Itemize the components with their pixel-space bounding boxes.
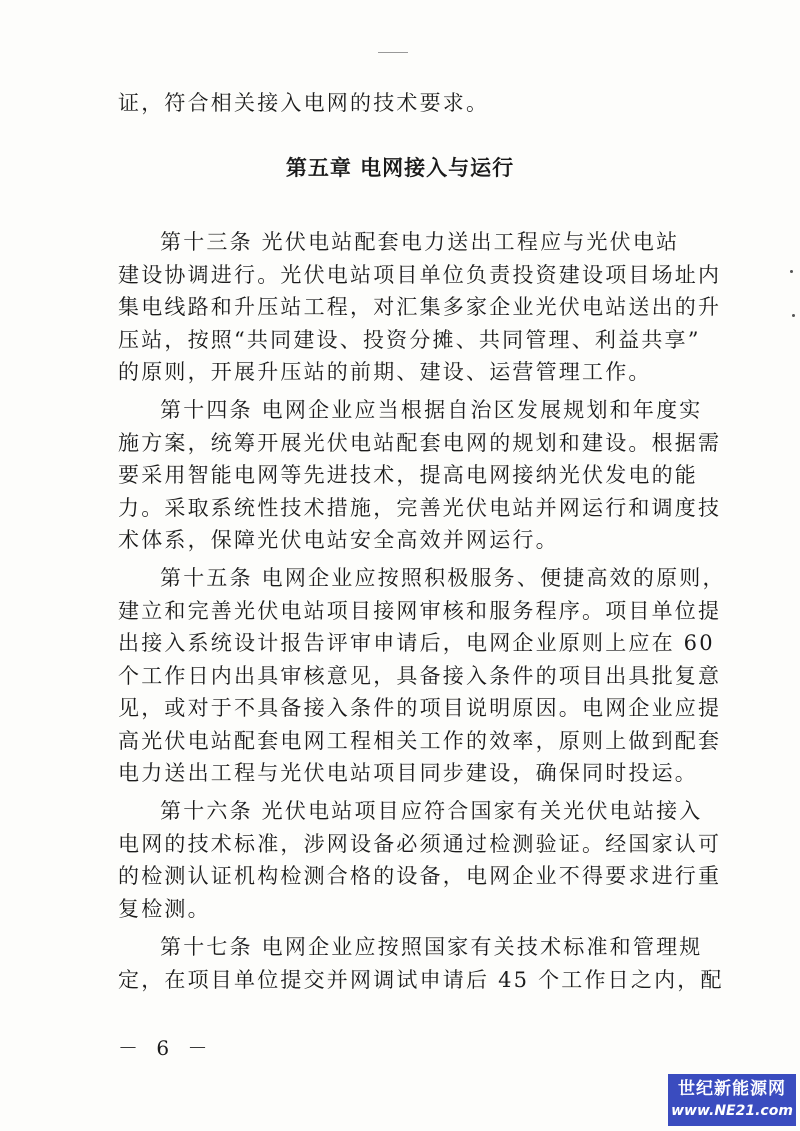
text-line: 证，符合相关接入电网的技术要求。 [118,91,490,115]
text-line: 个工作日内出具审核意见，具备接入条件的项目出具批复意 [118,664,722,688]
text-line: 第十六条 光伏电站项目应符合国家有关光伏电站接入 [160,799,703,823]
text-line: 要采用智能电网等先进技术，提高电网接纳光伏发电的能 [118,463,698,487]
text-line: 施方案，统筹开展光伏电站配套电网的规划和建设。根据需 [118,431,722,455]
text-line: 术体系，保障光伏电站安全高效并网运行。 [118,528,559,552]
text-line: 电网的技术标准，涉网设备必须通过检测验证。经国家认可 [118,832,722,856]
text-line: 建设协调进行。光伏电站项目单位负责投资建设项目场址内 [118,263,722,287]
text-line: 高光伏电站配套电网工程相关工作的效率，原则上做到配套 [118,729,722,753]
text-line: 的检测认证机构检测合格的设备，电网企业不得要求进行重 [118,864,722,888]
text-line: 复检测。 [118,897,211,921]
site-watermark [668,1074,796,1126]
chapter-title: 第五章 电网接入与运行 [285,155,515,180]
text-line: 第十三条 光伏电站配套电力送出工程应与光伏电站 [160,230,680,254]
text-line: 力。采取系统性技术措施，完善光伏电站并网运行和调度技 [118,496,722,520]
text-line: 集电线路和升压站工程，对汇集多家企业光伏电站送出的升 [118,295,722,319]
text-line: 电力送出工程与光伏电站项目同步建设，确保同时投运。 [118,761,698,785]
scan-speck [792,314,795,317]
text-line: 压站，按照“共同建设、投资分摊、共同管理、利益共享” [118,328,701,352]
watermark-url: www.NE21.com [671,1103,793,1119]
text-line: 见，或对于不具备接入条件的项目说明原因。电网企业应提 [118,696,722,720]
page-number: － 6 － [118,1036,214,1060]
text-line: 的原则，开展升压站的前期、建设、运营管理工作。 [118,360,652,384]
text-line: 定，在项目单位提交并网调试申请后 45 个工作日之内，配 [118,968,724,992]
text-line: 出接入系统设计报告评审申请后，电网企业原则上应在 60 [118,631,715,655]
text-line: 第十四条 电网企业应当根据自治区发展规划和年度实 [160,398,703,422]
text-line: 第十五条 电网企业应按照积极服务、便捷高效的原则， [160,566,726,590]
text-line: 第十七条 电网企业应按照国家有关技术标准和管理规 [160,935,703,959]
scan-mark [378,52,408,53]
text-line: 建立和完善光伏电站项目接网审核和服务程序。项目单位提 [118,599,722,623]
watermark-name: 世纪新能源网 [678,1079,786,1099]
scan-speck [790,270,793,273]
